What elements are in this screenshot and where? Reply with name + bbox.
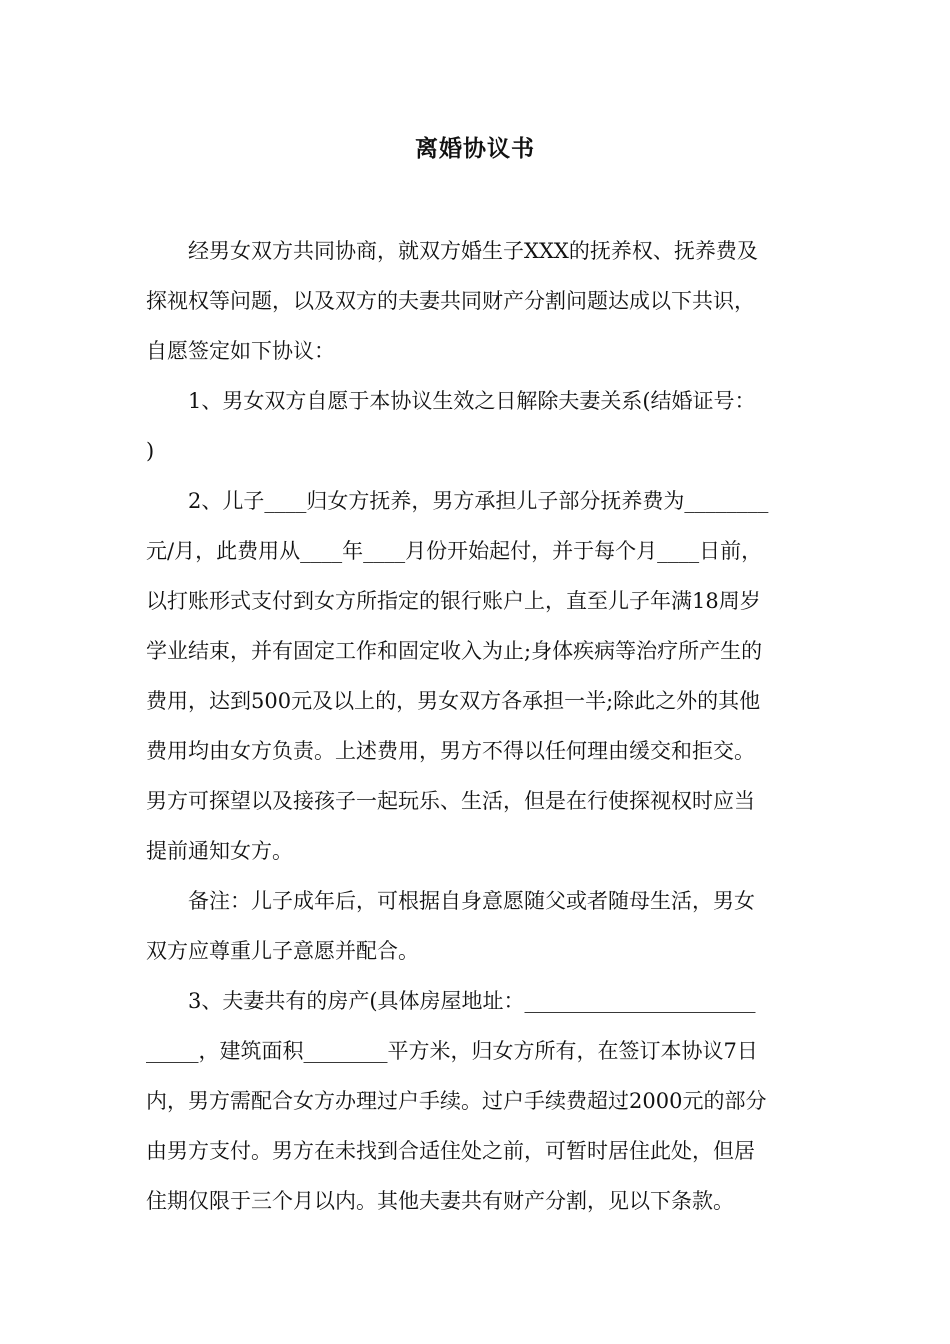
text-line: 由男方支付。男方在未找到合适住处之前，可暂时居住此处，但居 bbox=[146, 1139, 755, 1163]
text-line: 提前通知女方。 bbox=[146, 839, 293, 863]
text-line: 自愿签定如下协议： bbox=[146, 339, 335, 363]
text-line: 费用均由女方负责。上述费用，男方不得以任何理由缓交和拒交。 bbox=[146, 739, 755, 763]
text-line: 探视权等问题，以及双方的夫妻共同财产分割问题达成以下共识， bbox=[146, 289, 755, 313]
paragraph-clause-2 bbox=[146, 476, 810, 876]
paragraph-clause-1 bbox=[146, 376, 810, 476]
document-title: 离婚协议书 bbox=[415, 136, 535, 162]
text-line: 经男女双方共同协商，就双方婚生子XXX的抚养权、抚养费及 bbox=[188, 239, 758, 263]
paragraph-clause-3 bbox=[146, 976, 810, 1226]
paragraph-intro bbox=[146, 226, 810, 376]
text-line: 以打账形式支付到女方所指定的银行账户上，直至儿子年满18周岁 bbox=[146, 589, 761, 613]
text-line: 2、儿子____归女方抚养，男方承担儿子部分抚养费为________ bbox=[188, 489, 769, 513]
text-line: 住期仅限于三个月以内。其他夫妻共有财产分割，见以下条款。 bbox=[146, 1189, 734, 1213]
text-line: 双方应尊重儿子意愿并配合。 bbox=[146, 939, 419, 963]
text-line: 内，男方需配合女方办理过户手续。过户手续费超过2000元的部分 bbox=[146, 1089, 767, 1113]
text-line: 备注：儿子成年后，可根据自身意愿随父或者随母生活，男女 bbox=[188, 889, 755, 913]
text-line: 费用，达到500元及以上的，男女双方各承担一半;除此之外的其他 bbox=[146, 689, 761, 713]
text-line: 3、夫妻共有的房产(具体房屋地址：______________________ bbox=[188, 989, 756, 1013]
text-line: 男方可探望以及接孩子一起玩乐、生活，但是在行使探视权时应当 bbox=[146, 789, 755, 813]
text-line: ) bbox=[146, 439, 155, 463]
text-line: 1、男女双方自愿于本协议生效之日解除夫妻关系(结婚证号： bbox=[188, 389, 756, 413]
text-line: _____，建筑面积________平方米，归女方所有，在签订本协议7日 bbox=[146, 1039, 758, 1063]
text-line: 学业结束，并有固定工作和固定收入为止;身体疾病等治疗所产生的 bbox=[146, 639, 763, 663]
document-body bbox=[146, 226, 810, 1226]
paragraph-remark bbox=[146, 876, 810, 976]
text-line: 元/月，此费用从____年____月份开始起付，并于每个月____日前， bbox=[146, 539, 763, 563]
